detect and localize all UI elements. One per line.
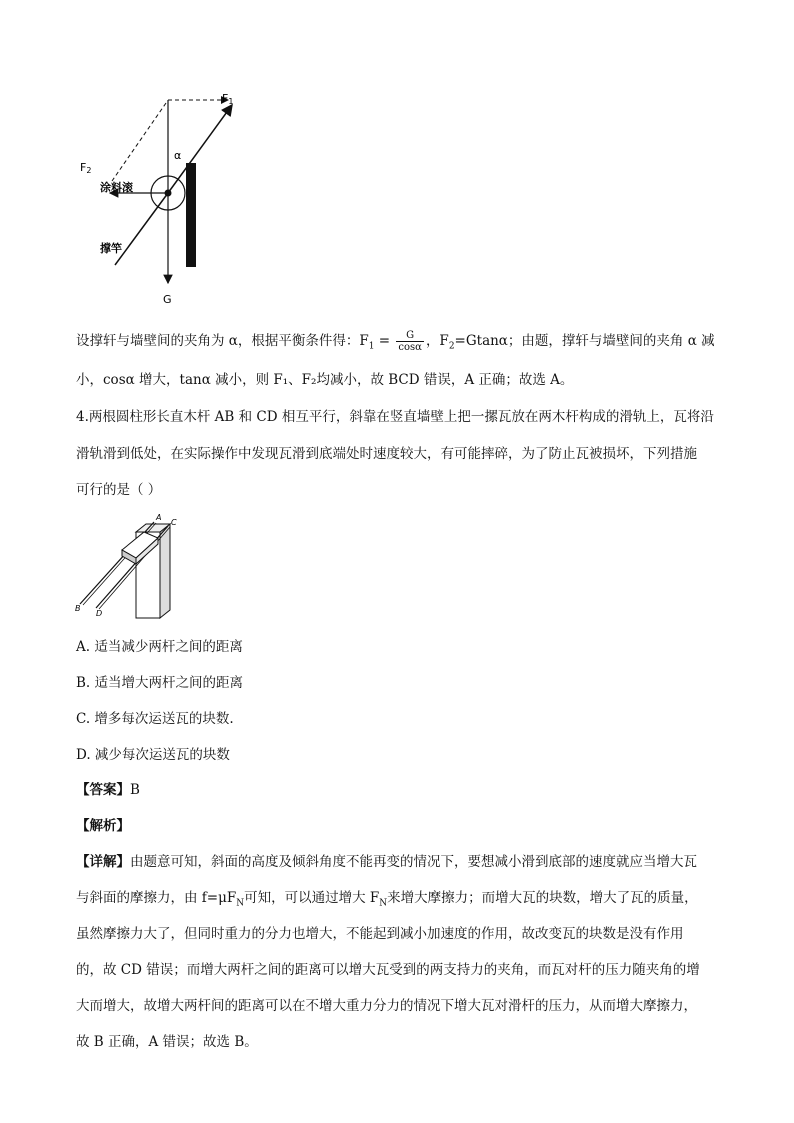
option-a: A. 适当减少两杆之间的距离 <box>76 639 243 655</box>
label-a: A <box>156 513 162 522</box>
f1-label: F1 <box>222 92 234 106</box>
fraction: $\frac{G}{\cos\alpha}$ <box>398 330 422 353</box>
option-c: C. 增多每次运送瓦的块数. <box>76 711 234 727</box>
solution-line-2: 小，cosα 增大，tanα 减小，则 F₁、F₂均减小，故 BCD 错误，A 正确；故选 A。 <box>76 372 574 388</box>
dashed-diagonal-line <box>112 103 166 181</box>
answer-value: B <box>130 782 140 798</box>
wall-side <box>160 524 170 618</box>
force-diagram <box>70 85 260 310</box>
g-label: G <box>163 293 172 306</box>
answer <box>76 780 140 800</box>
detail-line-6: 故 B 正确，A 错误；故选 B。 <box>76 1034 258 1050</box>
label-b: B <box>75 604 81 613</box>
f2-label: F2 <box>80 161 92 175</box>
question4-line-1: 4.两根圆柱形长直木杆 AB 和 CD 相互平行，斜靠在竖直墙壁上把一摞瓦放在两木杆构成的滑轨上，瓦将沿 <box>76 409 714 425</box>
analysis-label: 【解析】 <box>76 818 130 834</box>
detail-line-5: 大而增大，故增大两杆间的距离可以在不增大重力分力的情况下增大瓦对滑杆的压力，从而增大摩擦力， <box>76 998 697 1014</box>
alpha-label: α <box>174 149 182 162</box>
solution-line-1: 设撑轩与墙壁间的夹角为 α，根据平衡条件得：$F_1$ = $\frac{G}{\cos\alpha}$ ，$F_2=Gtan\alpha$；由题，撑轩与墙壁间的夹角 α 减 <box>76 330 715 353</box>
option-d: D. 减少每次运送瓦的块数 <box>76 747 230 763</box>
detail-line-3: 虽然摩擦力大了，但同时重力的分力也增大，不能起到减小加速度的作用，故改变瓦的块数是没有作用 <box>76 926 684 942</box>
label-d: D <box>96 609 103 618</box>
question4-line-2: 滑轨滑到低处，在实际操作中发现瓦滑到底端处时速度较大，有可能摔碎，为了防止瓦被损坏，下列措施 <box>76 446 697 462</box>
answer-label: 【答案】 <box>76 782 130 798</box>
option-b: B. 适当增大两杆之间的距离 <box>76 675 244 691</box>
detail-label: 【详解】 <box>76 854 130 870</box>
detail-line-4: 的，故 CD 错误；而增大两杆之间的距离可以增大瓦受到的两支持力的夹角，而瓦对杆的压力随夹角的增 <box>76 962 700 978</box>
detail-line-2: 与斜面的摩擦力，由 $f=\mu F_N$可知，可以通过增大 $F_N$来增大摩擦力；而增大瓦的块数，增大了瓦的质量， <box>76 890 698 909</box>
wall <box>186 163 196 267</box>
roller-center <box>165 190 172 197</box>
detail-line-1: 【详解】由题意可知，斜面的高度及倾斜角度不能再变的情况下，要想减小滑到底部的速度就应当增大瓦 <box>76 854 697 870</box>
rod-label: 撑竿 <box>100 242 122 255</box>
rail-diagram <box>74 512 194 624</box>
question4-line-3: 可行的是（ ） <box>76 482 162 498</box>
roller-label: 涂料滚 <box>100 181 133 194</box>
label-c: C <box>171 518 177 527</box>
rod <box>115 193 168 265</box>
